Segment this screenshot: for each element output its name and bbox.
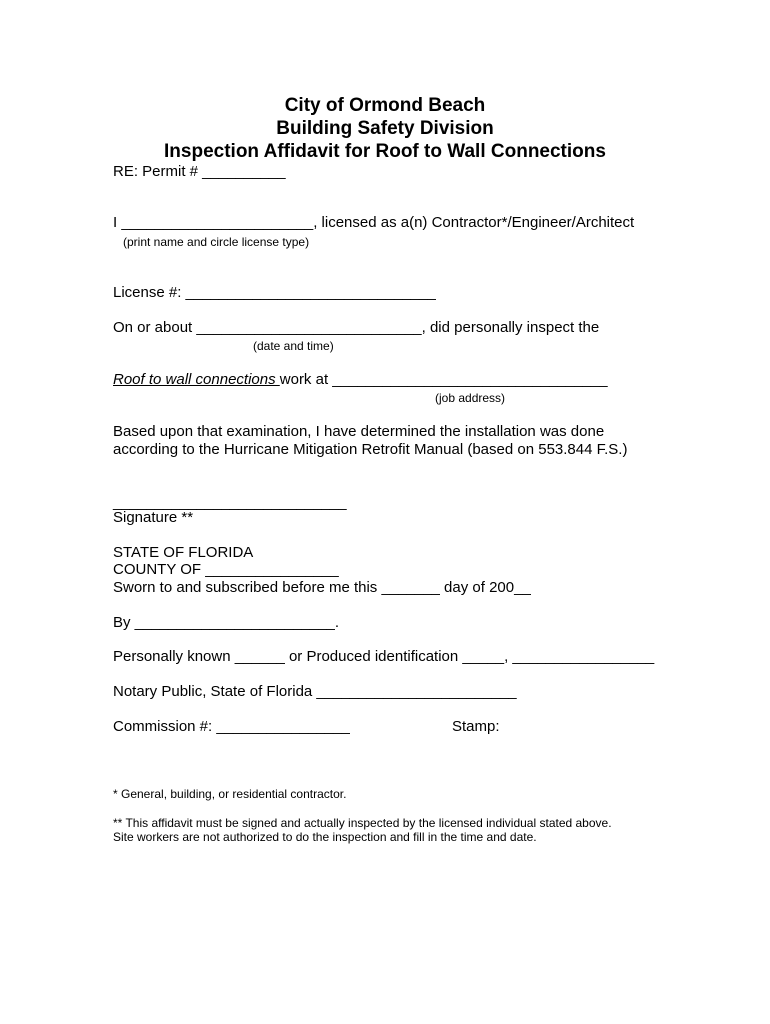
city-title: City of Ormond Beach [284,95,486,116]
work-at-text: work at _________________________________ [279,371,608,388]
address-hint: (job address) [435,391,506,405]
by-field[interactable]: By ________________________. [113,614,340,631]
identification-field[interactable]: Personally known ______ or Produced identification _____, _________________ [113,648,655,665]
state-label: STATE OF FLORIDA [113,544,254,561]
name-hint: (print name and circle license type) [123,235,310,249]
exam-line-1: Based upon that examination, I have determined the installation was done [113,423,605,440]
sworn-field[interactable]: Sworn to and subscribed before me this _______ day of 200__ [113,579,531,596]
footnote-contractor: * General, building, or residential contractor. [113,787,347,801]
job-address-field[interactable] [113,371,608,389]
signature-line[interactable]: ____________________________ [113,494,347,511]
work-type-text: Roof to wall connections [113,371,280,388]
license-number-field[interactable]: License #: ______________________________ [113,284,436,301]
permit-field[interactable]: RE: Permit # __________ [113,163,286,180]
exam-line-2: according to the Hurricane Mitigation Retrofit Manual (based on 553.844 F.S.) [113,441,628,458]
county-field[interactable]: COUNTY OF ________________ [113,561,339,578]
division-title: Building Safety Division [276,118,494,139]
footnote-signature-2: Site workers are not authorized to do the inspection and fill in the time and date. [113,830,537,844]
date-hint: (date and time) [253,339,334,353]
commission-field[interactable]: Commission #: ________________ [113,718,350,735]
date-field[interactable]: On or about ___________________________, did personally inspect the [113,319,600,336]
name-license-field[interactable]: I _______________________, licensed as a(n) Contractor*/Engineer/Architect [113,214,635,231]
signature-label: Signature ** [113,509,194,526]
footnote-signature-1: ** This affidavit must be signed and actually inspected by the licensed individual stated above. [113,816,612,830]
form-title: Inspection Affidavit for Roof to Wall Connections [164,141,606,162]
notary-public-field[interactable]: Notary Public, State of Florida ________________________ [113,683,517,700]
stamp-label: Stamp: [452,718,500,735]
